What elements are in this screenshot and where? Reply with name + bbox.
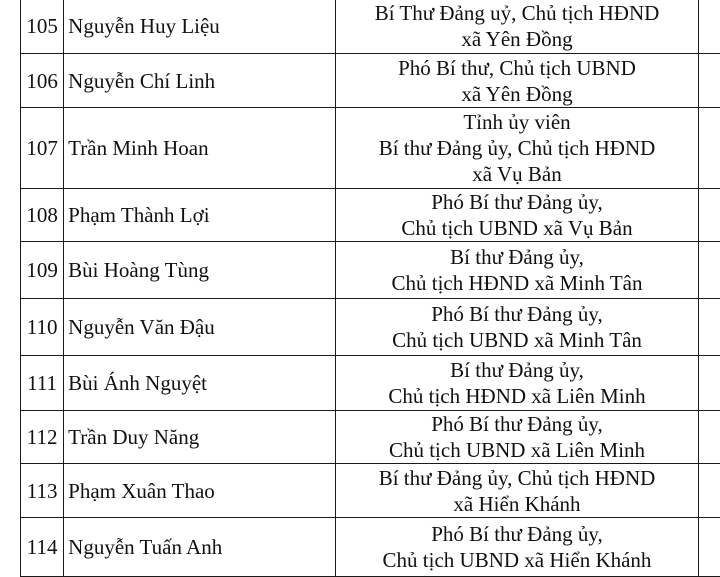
empty-cell (698, 54, 720, 108)
title-line: xã Yên Đồng (336, 81, 697, 107)
official-name: Phạm Thành Lợi (64, 189, 336, 242)
official-name: Trần Duy Năng (64, 411, 336, 464)
table-row (21, 54, 720, 108)
row-number: 107 (21, 108, 64, 189)
empty-cell (698, 242, 720, 299)
row-number: 106 (21, 54, 64, 108)
row-number: 112 (21, 411, 64, 464)
title-line: xã Vụ Bản (336, 161, 697, 187)
title-line: Bí thư Đảng ủy, Chủ tịch HĐND (336, 135, 697, 161)
title-line: Phó Bí thư, Chủ tịch UBND (336, 55, 697, 81)
official-title (336, 299, 698, 356)
table-row (21, 242, 720, 299)
table-row (21, 108, 720, 189)
title-line: Phó Bí thư Đảng ủy, (336, 301, 697, 327)
empty-cell (698, 299, 720, 356)
officials-table (20, 0, 720, 577)
title-line: Bí Thư Đảng uỷ, Chủ tịch HĐND (336, 0, 697, 26)
official-name: Nguyễn Văn Đậu (64, 299, 336, 356)
table-row (21, 518, 720, 577)
table-row (21, 189, 720, 242)
title-line: Phó Bí thư Đảng ủy, (336, 189, 697, 215)
official-title (336, 242, 698, 299)
row-number: 114 (21, 518, 64, 577)
empty-cell (698, 0, 720, 54)
title-line: Bí thư Đảng ủy, Chủ tịch HĐND (336, 465, 697, 491)
title-line: xã Yên Đồng (336, 26, 697, 52)
title-line: Chủ tịch UBND xã Liên Minh (336, 437, 697, 463)
empty-cell (698, 518, 720, 577)
title-line: Phó Bí thư Đảng ủy, (336, 411, 697, 437)
title-line: xã Hiển Khánh (336, 491, 697, 517)
title-line: Chủ tịch UBND xã Vụ Bản (336, 215, 697, 241)
official-title (336, 464, 698, 518)
official-name: Nguyễn Chí Linh (64, 54, 336, 108)
official-title (336, 54, 698, 108)
row-number: 113 (21, 464, 64, 518)
row-number: 105 (21, 0, 64, 54)
empty-cell (698, 464, 720, 518)
title-line: Phó Bí thư Đảng ủy, (336, 521, 697, 547)
table-row (21, 464, 720, 518)
official-name: Bùi Hoàng Tùng (64, 242, 336, 299)
official-title (336, 0, 698, 54)
empty-cell (698, 108, 720, 189)
title-line: Chủ tịch UBND xã Minh Tân (336, 327, 697, 353)
empty-cell (698, 189, 720, 242)
row-number: 108 (21, 189, 64, 242)
empty-cell (698, 411, 720, 464)
title-line: Chủ tịch HĐND xã Liên Minh (336, 383, 697, 409)
empty-cell (698, 356, 720, 411)
title-line: Bí thư Đảng ủy, (336, 244, 697, 270)
table-row (21, 356, 720, 411)
official-name: Trần Minh Hoan (64, 108, 336, 189)
official-title (336, 356, 698, 411)
official-title (336, 108, 698, 189)
official-title (336, 189, 698, 242)
title-line: Tỉnh ủy viên (336, 109, 697, 135)
official-name: Phạm Xuân Thao (64, 464, 336, 518)
table-row (21, 0, 720, 54)
title-line: Chủ tịch UBND xã Hiển Khánh (336, 547, 697, 573)
official-name: Bùi Ánh Nguyệt (64, 356, 336, 411)
table-row (21, 411, 720, 464)
row-number: 109 (21, 242, 64, 299)
row-number: 111 (21, 356, 64, 411)
official-title (336, 411, 698, 464)
title-line: Chủ tịch HĐND xã Minh Tân (336, 270, 697, 296)
title-line: Bí thư Đảng ủy, (336, 357, 697, 383)
official-name: Nguyễn Tuấn Anh (64, 518, 336, 577)
official-title (336, 518, 698, 577)
official-name: Nguyễn Huy Liệu (64, 0, 336, 54)
row-number: 110 (21, 299, 64, 356)
table-row (21, 299, 720, 356)
